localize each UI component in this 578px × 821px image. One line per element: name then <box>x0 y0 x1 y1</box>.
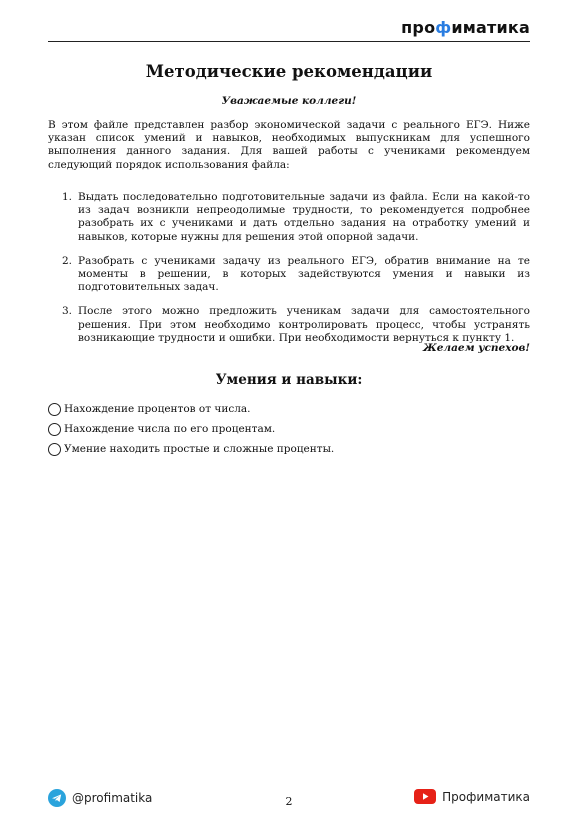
step-number: 1. <box>62 191 73 203</box>
page-title: Методические рекомендации <box>145 62 433 81</box>
telegram-handle: @profimatika <box>72 791 153 805</box>
step-item <box>48 305 530 345</box>
greeting: Уважаемые коллеги! <box>221 95 357 107</box>
youtube-channel: Профиматика <box>442 789 530 804</box>
step-text: Выдать последовательно подготовительные задачи из файла. Если на какой-то из задач возникли непреодолимые трудности, то рекомендуется подробнее разобрать их с учениками и дать отдельно задания на отработку умений и навыков, которые нужны для решения этой опорной задачи. <box>78 191 530 243</box>
page-number: 2 <box>285 795 293 808</box>
intro-paragraph: В этом файле представлен разбор экономической задачи с реального ЕГЭ. Ниже указан список умений и навыков, необходимых выпускникам для успешного выполнения данного задания. Для вашей работы с учениками рекомендуем следующий порядок использования файла: <box>48 119 530 171</box>
skills-list <box>48 399 530 459</box>
logo-phi-letter: ф <box>435 18 452 37</box>
skill-item <box>48 439 530 459</box>
recommendation-steps <box>48 191 530 356</box>
skill-item <box>48 399 530 419</box>
step-text: Разобрать с учениками задачу из реального ЕГЭ, обратив внимание на те моменты в решении, в которых задействуются умения и навыки из подготовительных задач. <box>78 254 530 294</box>
checkbox-circle-icon[interactable] <box>48 443 61 456</box>
closing-wish: Желаем успехов! <box>422 342 530 354</box>
youtube-link[interactable] <box>414 789 530 804</box>
step-number: 2. <box>62 254 73 267</box>
logo-text-end: иматика <box>451 18 530 37</box>
youtube-icon <box>414 789 436 804</box>
skill-label: Нахождение числа по его процентам. <box>64 423 276 435</box>
checkbox-circle-icon[interactable] <box>48 403 61 416</box>
skill-label: Нахождение процентов от числа. <box>64 403 251 415</box>
step-item <box>48 255 530 295</box>
skill-item <box>48 419 530 439</box>
skill-label: Умение находить простые и сложные проценты. <box>64 443 335 455</box>
logo-text-start: про <box>401 18 436 37</box>
checkbox-circle-icon[interactable] <box>48 423 61 436</box>
step-item <box>48 191 530 244</box>
step-number: 3. <box>62 305 73 318</box>
skills-heading: Умения и навыки: <box>215 372 363 388</box>
brand-logo <box>401 18 530 37</box>
step-text: После этого можно предложить ученикам задачи для самостоятельного решения. При этом необходимо контролировать процесс, чтобы устранять возникающие трудности и ошибки. При необходимости вернуться к пункту 1. <box>78 305 530 344</box>
header-divider <box>48 41 530 42</box>
